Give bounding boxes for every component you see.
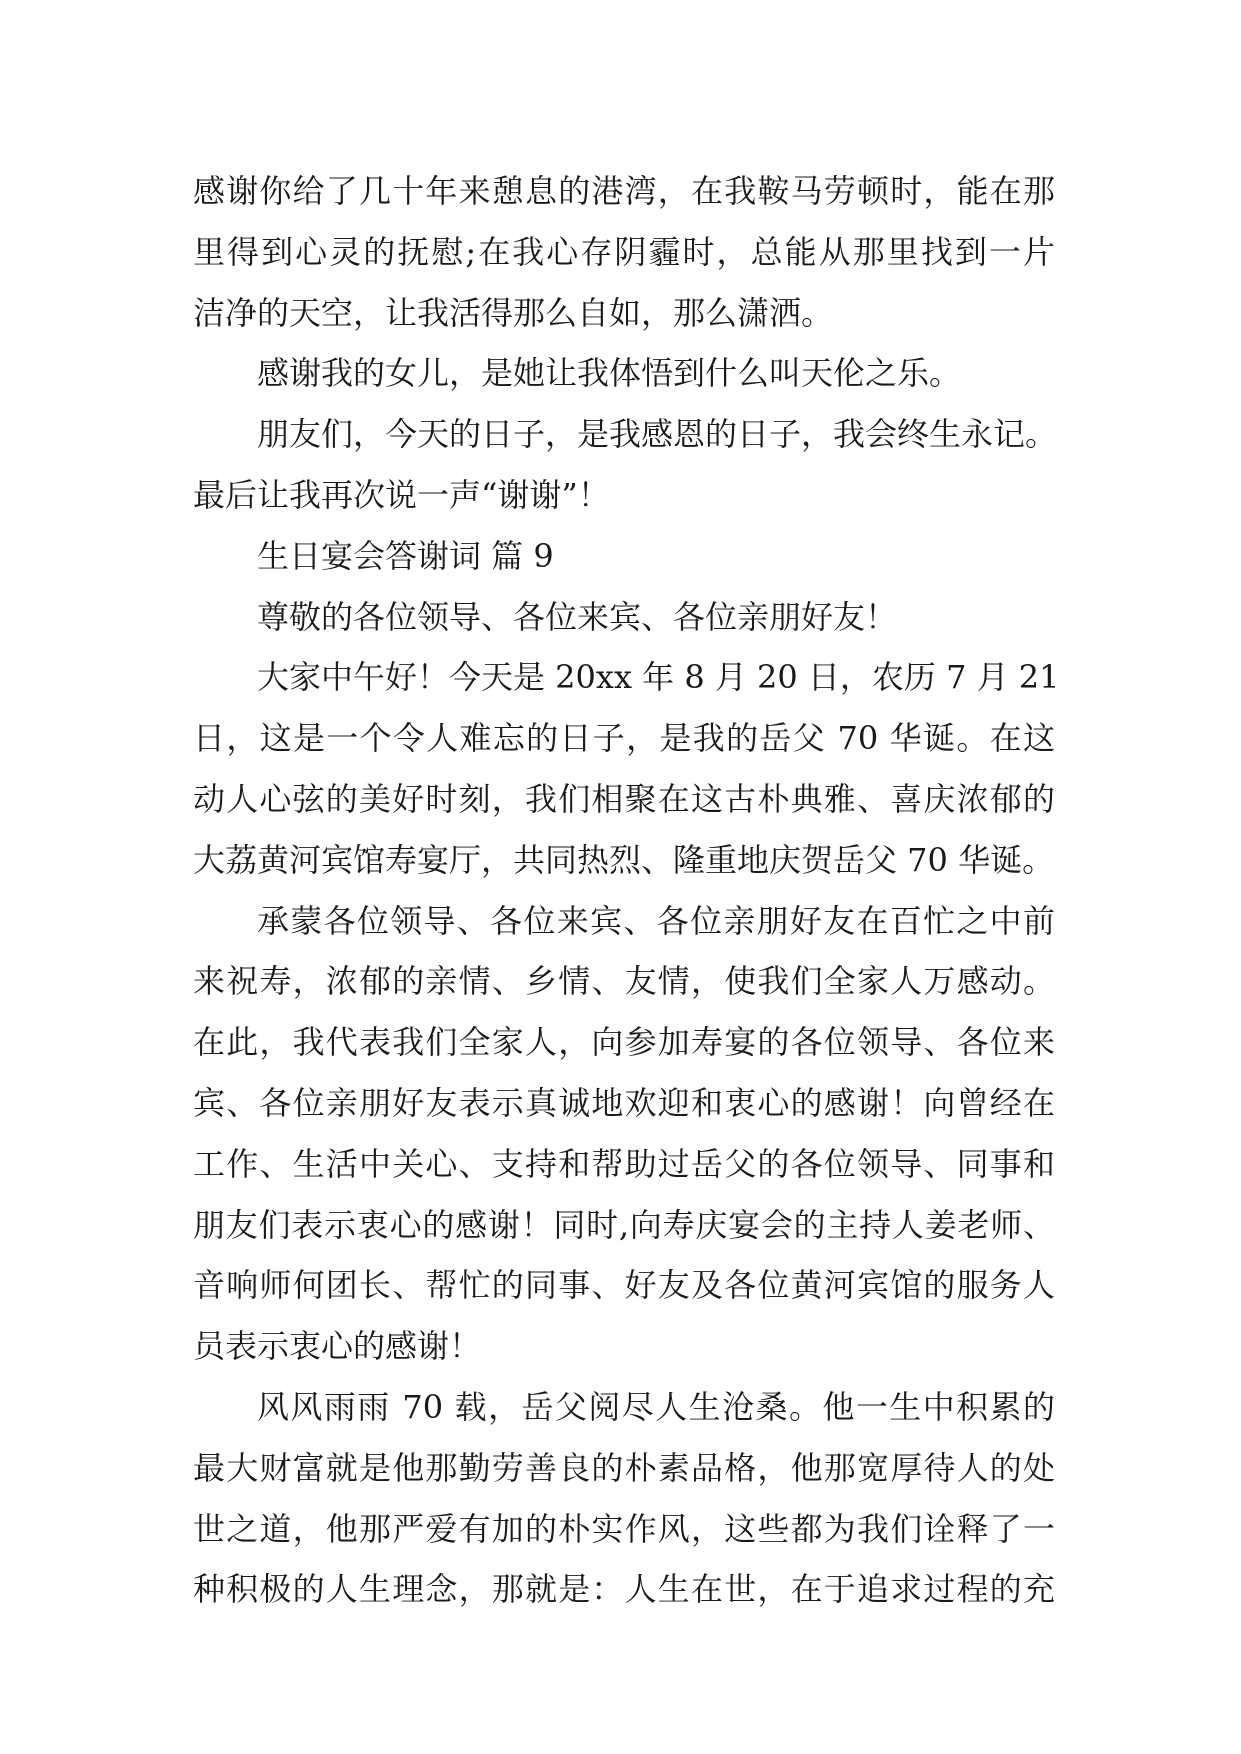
document-body — [193, 161, 1060, 1620]
text-line: 朋友们，今天的日子，是我感恩的日子，我会终生永记。 — [257, 415, 1058, 454]
salutation: 尊敬的各位领导、各位来宾、各位亲朋好友！ — [257, 597, 898, 636]
text-line: 最大财富就是他那勤劳善良的朴素品格，他那宽厚待人的处 — [193, 1448, 1055, 1487]
text-line: 世之道，他那严爱有加的朴实作风，这些都为我们诠释了一 — [193, 1509, 1055, 1548]
text-line: 宾、各位亲朋好友表示真诚地欢迎和衷心的感谢！向曾经在 — [193, 1083, 1055, 1122]
text-line: 风风雨雨 70 载，岳父阅尽人生沧桑。他一生中积累的 — [257, 1387, 1055, 1426]
text-line: 在此，我代表我们全家人，向参加寿宴的各位领导、各位来 — [193, 1023, 1055, 1062]
text-line: 日，这是一个令人难忘的日子，是我的岳父 70 华诞。在这 — [193, 719, 1055, 758]
text-line: 承蒙各位领导、各位来宾、各位亲朋好友在百忙之中前 — [257, 901, 1055, 940]
text-line: 大荔黄河宾馆寿宴厅，共同热烈、隆重地庆贺岳父 70 华诞。 — [193, 840, 1055, 879]
text-line: 员表示衷心的感谢！ — [193, 1327, 482, 1366]
text-line: 动人心弦的美好时刻，我们相聚在这古朴典雅、喜庆浓郁的 — [193, 779, 1055, 818]
text-line: 音响师何团长、帮忙的同事、好友及各位黄河宾馆的服务人 — [193, 1266, 1055, 1305]
text-line: 种积极的人生理念，那就是：人生在世，在于追求过程的充 — [193, 1570, 1055, 1609]
text-line: 来祝寿，浓郁的亲情、乡情、友情，使我们全家人万感动。 — [193, 962, 1055, 1001]
text-line: 感谢我的女儿，是她让我体悟到什么叫天伦之乐。 — [257, 354, 962, 393]
text-line: 朋友们表示衷心的感谢！同时,向寿庆宴会的主持人姜老师、 — [193, 1205, 1055, 1244]
text-line: 工作、生活中关心、支持和帮助过岳父的各位领导、同事和 — [193, 1144, 1055, 1183]
text-line: 最后让我再次说一声“谢谢”！ — [193, 475, 610, 514]
text-line: 洁净的天空，让我活得那么自如，那么潇洒。 — [193, 293, 834, 332]
section-heading: 生日宴会答谢词 篇 9 — [257, 536, 554, 575]
text-line: 大家中午好！今天是 20xx 年 8 月 20 日，农历 7 月 21 — [257, 658, 1060, 697]
text-line: 里得到心灵的抚慰;在我心存阴霾时，总能从那里找到一片 — [193, 232, 1055, 271]
text-line: 感谢你给了几十年来憩息的港湾，在我鞍马劳顿时，能在那 — [193, 172, 1055, 210]
